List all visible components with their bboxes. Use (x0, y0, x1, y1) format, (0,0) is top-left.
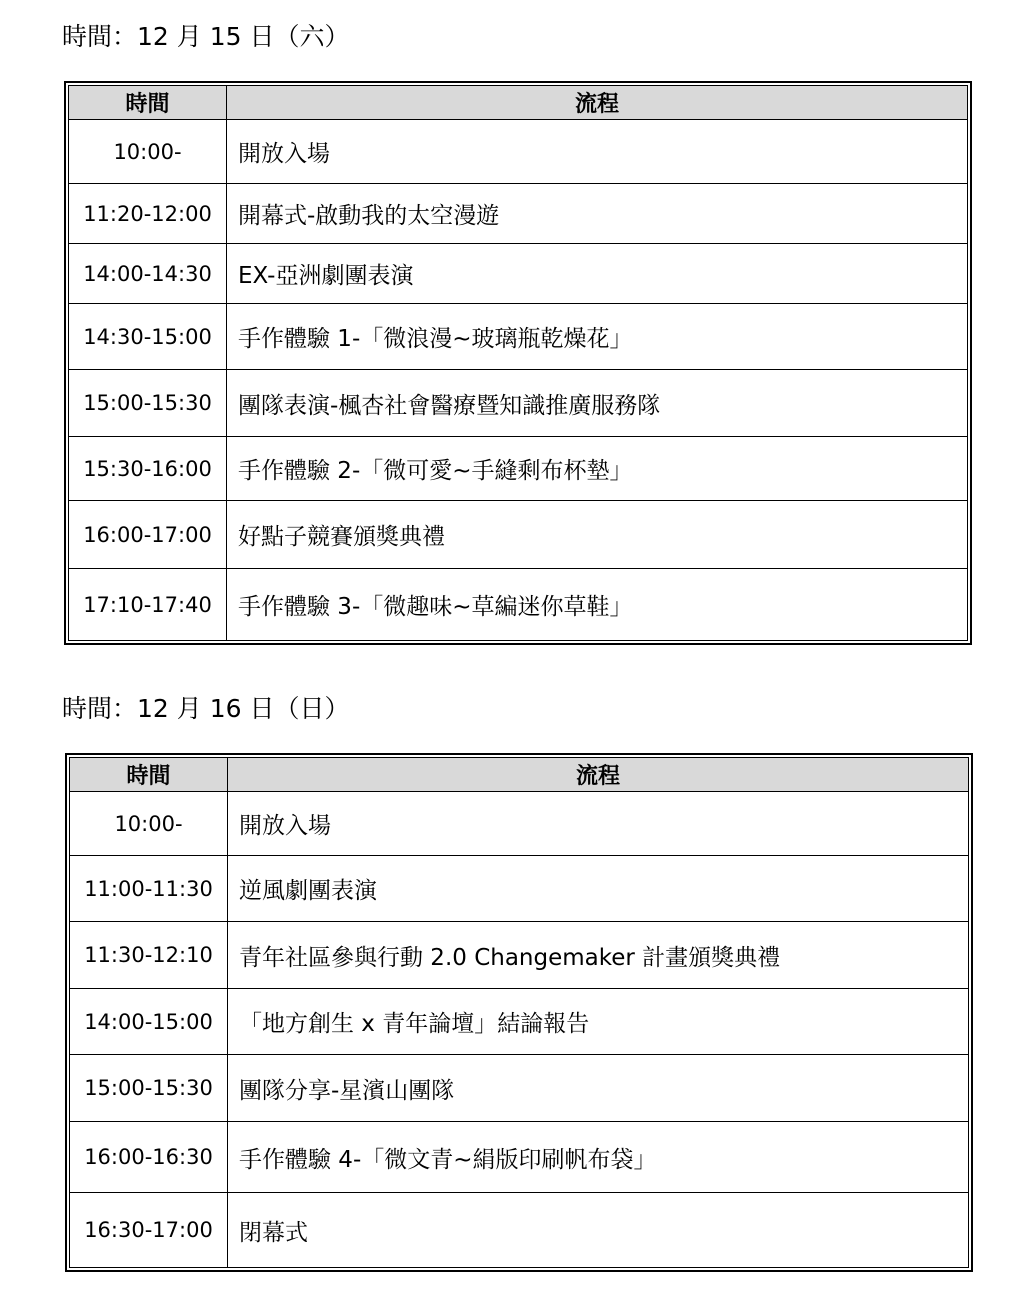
row-activity: 逆風劇團表演 (228, 856, 969, 922)
row-time: 15:00-15:30 (69, 370, 227, 437)
row-time: 14:30-15:00 (69, 304, 227, 370)
row-activity: 手作體驗 1-「微浪漫~玻璃瓶乾燥花」 (227, 304, 968, 370)
row-activity: 團隊分享-星濱山團隊 (228, 1055, 969, 1122)
table-header-row (69, 86, 968, 120)
row-time: 16:00-17:00 (69, 501, 227, 569)
row-activity: 手作體驗 4-「微文青~絹版印刷帆布袋」 (228, 1122, 969, 1193)
row-activity: 好點子競賽頒獎典禮 (227, 501, 968, 569)
table-row (69, 370, 968, 437)
row-time: 16:00-16:30 (70, 1122, 228, 1193)
table-row (69, 501, 968, 569)
table-row (69, 304, 968, 370)
table-row (70, 856, 969, 922)
table-row (70, 1055, 969, 1122)
row-time: 14:00-14:30 (69, 244, 227, 304)
day-2-heading: 時間：12 月 16 日（日） (62, 694, 350, 723)
table-row (70, 989, 969, 1055)
row-time: 11:30-12:10 (70, 922, 228, 989)
row-time: 15:00-15:30 (70, 1055, 228, 1122)
row-activity: EX-亞洲劇團表演 (227, 244, 968, 304)
row-activity: 青年社區參與行動 2.0 Changemaker 計畫頒獎典禮 (228, 922, 969, 989)
table-header-row (70, 758, 969, 792)
table-row (69, 120, 968, 184)
row-time: 16:30-17:00 (70, 1193, 228, 1268)
row-activity: 閉幕式 (228, 1193, 969, 1268)
row-activity: 手作體驗 3-「微趣味~草編迷你草鞋」 (227, 569, 968, 641)
row-time: 11:20-12:00 (69, 184, 227, 244)
row-activity: 開幕式-啟動我的太空漫遊 (227, 184, 968, 244)
row-activity: 「地方創生 x 青年論壇」結論報告 (228, 989, 969, 1055)
row-activity: 團隊表演-楓杏社會醫療暨知識推廣服務隊 (227, 370, 968, 437)
header-time: 時間 (70, 758, 228, 792)
table-row (70, 1193, 969, 1268)
header-flow: 流程 (227, 86, 968, 120)
table-row (69, 184, 968, 244)
header-time: 時間 (69, 86, 227, 120)
row-time: 10:00- (69, 120, 227, 184)
table-row (70, 1122, 969, 1193)
row-time: 11:00-11:30 (70, 856, 228, 922)
row-time: 15:30-16:00 (69, 437, 227, 501)
header-flow: 流程 (228, 758, 969, 792)
row-time: 10:00- (70, 792, 228, 856)
table-row (70, 922, 969, 989)
row-time: 17:10-17:40 (69, 569, 227, 641)
row-activity: 手作體驗 2-「微可愛~手縫剩布杯墊」 (227, 437, 968, 501)
day-1-heading: 時間：12 月 15 日（六） (62, 22, 350, 51)
day-2-schedule-table (65, 753, 973, 1272)
row-activity: 開放入場 (227, 120, 968, 184)
table-row (69, 244, 968, 304)
day-1-schedule-table (64, 81, 972, 645)
row-time: 14:00-15:00 (70, 989, 228, 1055)
table-row (70, 792, 969, 856)
row-activity: 開放入場 (228, 792, 969, 856)
table-row (69, 437, 968, 501)
table-row (69, 569, 968, 641)
